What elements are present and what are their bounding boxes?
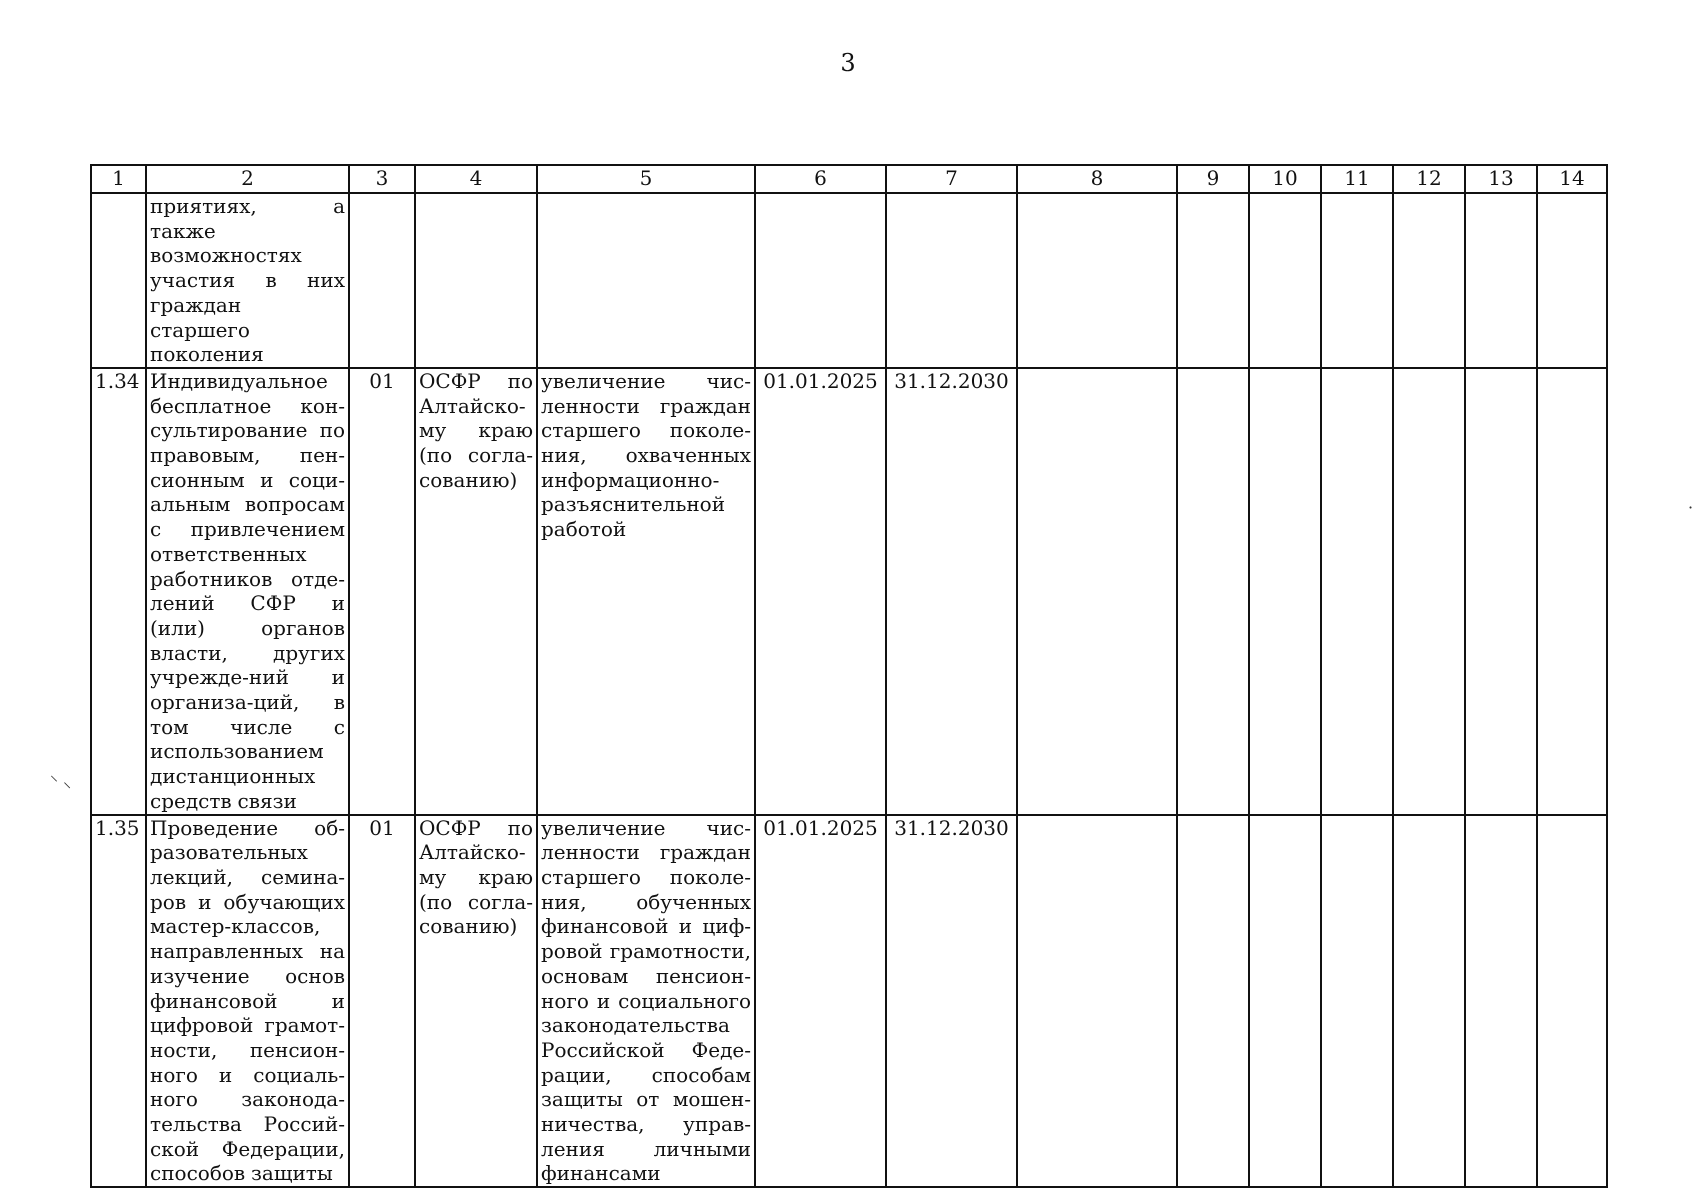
end-date: 31.12.2030: [886, 368, 1017, 815]
scan-artifact-dot: ·: [1688, 498, 1694, 517]
empty-cell: [1321, 193, 1393, 368]
code-cell: 01: [349, 815, 415, 1188]
start-date: 01.01.2025: [755, 368, 886, 815]
table-row: [91, 193, 1607, 368]
empty-cell: [1249, 368, 1321, 815]
column-header: 14: [1537, 165, 1607, 193]
empty-cell: [1465, 815, 1537, 1188]
executor-cell: ОСФР по Алтайско-му краю (по согла-сованию): [415, 815, 537, 1188]
empty-cell: [1017, 193, 1177, 368]
column-header: 8: [1017, 165, 1177, 193]
column-header: 4: [415, 165, 537, 193]
empty-cell: [1465, 368, 1537, 815]
column-header: 12: [1393, 165, 1465, 193]
table-row: [91, 815, 1607, 1188]
result-cell: увеличение чис-ленности граждан старшего поколе-ния, охваченных информационно-разъяснительной работой: [537, 368, 755, 815]
table-row: [91, 368, 1607, 815]
row-number: 1.34: [91, 368, 146, 815]
column-header: 9: [1177, 165, 1249, 193]
empty-cell: [1249, 193, 1321, 368]
column-header: 6: [755, 165, 886, 193]
column-header: 7: [886, 165, 1017, 193]
column-header: 3: [349, 165, 415, 193]
column-header: 11: [1321, 165, 1393, 193]
end-date: 31.12.2030: [886, 815, 1017, 1188]
start-date: [755, 193, 886, 368]
event-description: Проведение об-разовательных лекций, семина-ров и обучающих мастер-классов, направленных на изучение основ финансовой и цифровой грамот-ности, пенсион-ного и социаль-ного законода-тельства Россий-ской Федерации, способов защиты: [146, 815, 349, 1188]
empty-cell: [1017, 815, 1177, 1188]
event-description: приятиях, а также возможностях участия в них граждан старшего поколения: [146, 193, 349, 368]
empty-cell: [1537, 815, 1607, 1188]
executor-cell: ОСФР по Алтайско-му краю (по согла-сованию): [415, 368, 537, 815]
empty-cell: [1393, 368, 1465, 815]
empty-cell: [1537, 368, 1607, 815]
column-header: 5: [537, 165, 755, 193]
column-header: 13: [1465, 165, 1537, 193]
end-date: [886, 193, 1017, 368]
code-cell: 01: [349, 368, 415, 815]
column-header: 2: [146, 165, 349, 193]
executor-cell: [415, 193, 537, 368]
header-row: [91, 165, 1607, 193]
result-cell: [537, 193, 755, 368]
start-date: 01.01.2025: [755, 815, 886, 1188]
empty-cell: [1177, 815, 1249, 1188]
column-header: 1: [91, 165, 146, 193]
empty-cell: [1321, 368, 1393, 815]
event-description: Индивидуальное бесплатное кон-сультирование по правовым, пен-сионным и соци-альным вопросам с привлечением ответственных работников отде-лений СФР и (или) органов власти, других учрежде-ний и организа-ций, в том числе с использованием дистанционных средств связи: [146, 368, 349, 815]
empty-cell: [1321, 815, 1393, 1188]
column-header: 10: [1249, 165, 1321, 193]
page-number: 3: [840, 49, 856, 77]
row-number: [91, 193, 146, 368]
code-cell: [349, 193, 415, 368]
empty-cell: [1537, 193, 1607, 368]
empty-cell: [1393, 193, 1465, 368]
empty-cell: [1249, 815, 1321, 1188]
empty-cell: [1017, 368, 1177, 815]
empty-cell: [1177, 368, 1249, 815]
empty-cell: [1465, 193, 1537, 368]
empty-cell: [1393, 815, 1465, 1188]
empty-cell: [1177, 193, 1249, 368]
result-cell: увеличение чис-ленности граждан старшего поколе-ния, обученных финансовой и циф-ровой грамотности, основам пенсион-ного и социального законодательства Российской Феде-рации, способам защиты от мошен-ничества, управ-ления личными финансами: [537, 815, 755, 1188]
scan-artifact-mark: ⸌ ⸜: [50, 772, 72, 791]
row-number: 1.35: [91, 815, 146, 1188]
program-table: [90, 164, 1608, 1188]
